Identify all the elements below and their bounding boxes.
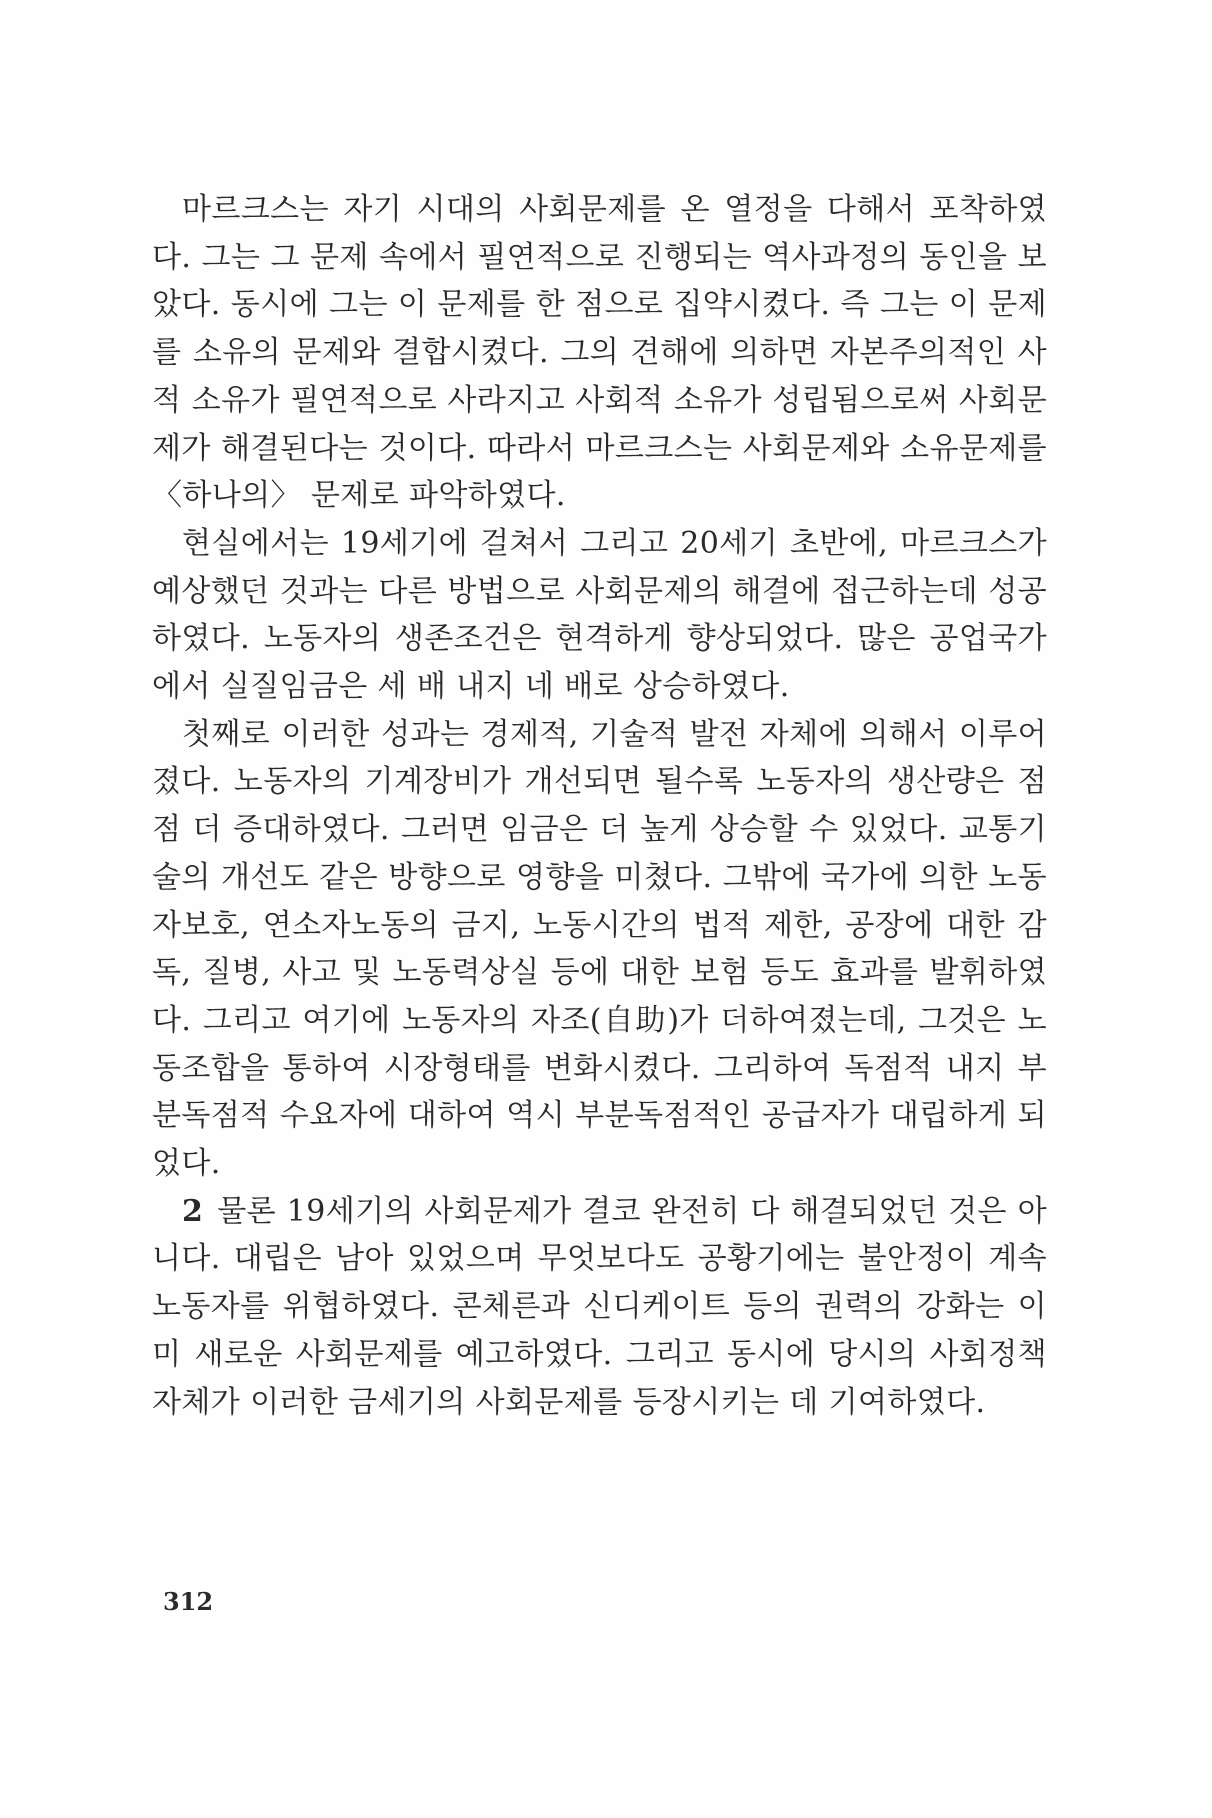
section-number: 2	[182, 1193, 204, 1229]
paragraph-2: 현실에서는 19세기에 걸쳐서 그리고 20세기 초반에, 마르크스가 예상했던 것과는 다른 방법으로 사회문제의 해결에 접근하는데 성공하였다. 노동자의 생존조건은 현격하게 향상되었다. 많은 공업국가에서 실질임금은 세 배 내지 네 배로 상승하였다.	[152, 525, 1047, 705]
body-text	[152, 186, 1047, 1426]
page-number: 312	[163, 1587, 214, 1616]
section-2-paragraph	[152, 1188, 1047, 1427]
paragraph-1: 마르크스는 자기 시대의 사회문제를 온 열정을 다해서 포착하였다. 그는 그 문제 속에서 필연적으로 진행되는 역사과정의 동인을 보았다. 동시에 그는 이 문제를 한 점으로 집약시켰다. 즉 그는 이 문제를 소유의 문제와 결합시켰다. 그의 견해에 의하면 자본주의적인 사적 소유가 필연적으로 사라지고 사회적 소유가 성립됨으로써 사회문제가 해결된다는 것이다. 따라서 마르크스는 사회문제와 소유문제를 〈하나의〉 문제로 파악하였다.	[152, 192, 1047, 514]
section-2-text: 물론 19세기의 사회문제가 결코 완전히 다 해결되었던 것은 아니다. 대립은 남아 있었으며 무엇보다도 공황기에는 불안정이 계속 노동자를 위협하였다. 콘체른과 신디케이트 등의 권력의 강화는 이미 새로운 사회문제를 예고하였다. 그리고 동시에 당시의 사회정책 자체가 이러한 금세기의 사회문제를 등장시키는 데 기여하였다.	[152, 1193, 1047, 1420]
paragraph-3: 첫째로 이러한 성과는 경제적, 기술적 발전 자체에 의해서 이루어졌다. 노동자의 기계장비가 개선되면 될수록 노동자의 생산량은 점점 더 증대하였다. 그러면 임금은 더 높게 상승할 수 있었다. 교통기술의 개선도 같은 방향으로 영향을 미쳤다. 그밖에 국가에 의한 노동자보호, 연소자노동의 금지, 노동시간의 법적 제한, 공장에 대한 감독, 질병, 사고 및 노동력상실 등에 대한 보험 등도 효과를 발휘하였다. 그리고 여기에 노동자의 자조(自助)가 더하여졌는데, 그것은 노동조합을 통하여 시장형태를 변화시켰다. 그리하여 독점적 내지 부분독점적 수요자에 대하여 역시 부분독점적인 공급자가 대립하게 되었다.	[152, 716, 1047, 1182]
